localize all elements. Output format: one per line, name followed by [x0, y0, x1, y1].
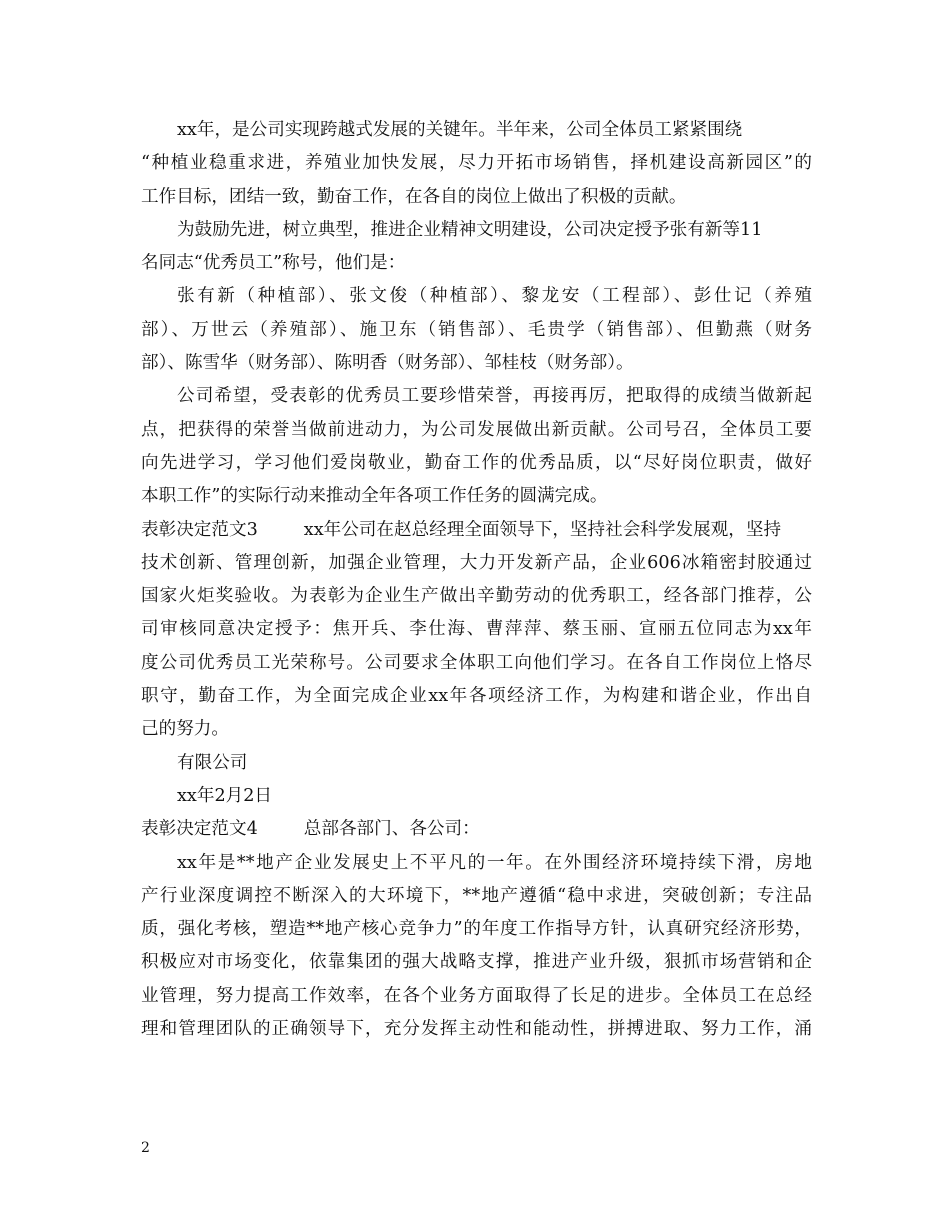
paragraph-line: 度公司优秀员工光荣称号。公司要求全体职工向他们学习。在各自工作岗位上恪尽 — [141, 652, 812, 673]
paragraph-line: 积极应对市场变化，依靠集团的强大战略支撑，推进产业升级，狠抓市场营销和企 — [141, 952, 812, 973]
paragraph-line: xx年，是公司实现跨越式发展的关键年。半年来，公司全体员工紧紧围绕 — [177, 120, 743, 140]
paragraph-line: 业管理，努力提高工作效率，在各个业务方面取得了长足的进步。全体员工在总经 — [141, 985, 812, 1006]
section-heading-fanwen4: 表彰决定范文4 — [141, 819, 258, 840]
paragraph-line: 向先进学习，学习他们爱岗敬业，勤奋工作的优秀品质，以“尽好岗位职责，做好 — [141, 452, 812, 473]
paragraph-line: 部）、陈雪华（财务部）、陈明香（财务部）、邹桂枝（财务部）。 — [141, 353, 634, 374]
paragraph-line: 为鼓励先进，树立典型，推进企业精神文明建设，公司决定授予张有新等11 — [177, 219, 763, 240]
paragraph-line: 本职工作”的实际行动来推动全年各项工作任务的圆满完成。 — [141, 486, 608, 507]
paragraph-line: 张有新（种植部）、张文俊（种植部）、黎龙安（工程部）、彭仕记（养殖 — [177, 286, 812, 307]
paragraph-line: 质，强化考核，塑造**地产核心竞争力”的年度工作指导方针，认真研究经济形势， — [141, 919, 812, 940]
section-heading-fanwen3: 表彰决定范文3 — [141, 519, 258, 540]
paragraph-line: “种植业稳重求进，养殖业加快发展，尽力开拓市场销售，择机建设高新园区”的 — [141, 153, 812, 174]
paragraph-line: 己的努力。 — [141, 719, 229, 740]
section-line-fanwen3 — [141, 514, 812, 547]
page-number: 2 — [141, 1140, 150, 1156]
section-line-fanwen4 — [141, 813, 812, 846]
paragraph-line: 司审核同意决定授予：焦开兵、李仕海、曹萍萍、蔡玉丽、宣丽五位同志为xx年 — [141, 619, 812, 640]
paragraph-line: 产行业深度调控不断深入的大环境下，**地产遵循“稳中求进，突破创新；专注品 — [141, 885, 812, 906]
paragraph-line: 工作目标，团结一致，勤奋工作，在各自的岗位上做出了积极的贡献。 — [141, 186, 687, 207]
paragraph-line: 技术创新、管理创新，加强企业管理，大力开发新产品，企业606冰箱密封胶通过 — [141, 552, 812, 573]
paragraph-line: xx年是**地产企业发展史上不平凡的一年。在外围经济环境持续下滑，房地 — [177, 852, 812, 873]
document-body — [141, 114, 812, 1046]
paragraph-line: 职守，勤奋工作，为全面完成企业xx年各项经济工作，为构建和谐企业，作出自 — [141, 686, 812, 707]
signature-company: 有限公司 — [177, 752, 248, 773]
paragraph-text: xx年公司在赵总经理全面领导下，坚持社会科学发展观，坚持 — [303, 519, 782, 540]
paragraph-line: 公司希望，受表彰的优秀员工要珍惜荣誉，再接再厉，把取得的成绩当做新起 — [177, 386, 812, 407]
paragraph-line: 点，把获得的荣誉当做前进动力，为公司发展做出新贡献。公司号召，全体员工要 — [141, 419, 812, 440]
paragraph-text: 总部各部门、各公司： — [303, 819, 480, 840]
paragraph-line: 名同志“优秀员工”称号，他们是： — [141, 253, 406, 274]
paragraph-line: 国家火炬奖验收。为表彰为企业生产做出辛勤劳动的优秀职工，经各部门推荐，公 — [141, 586, 812, 607]
signature-date: xx年2月2日 — [177, 785, 273, 806]
paragraph-line: 理和管理团队的正确领导下，充分发挥主动性和能动性，拼搏进取、努力工作，涌 — [141, 1019, 812, 1040]
paragraph-line: 部）、万世云（养殖部）、施卫东（销售部）、毛贵学（销售部）、但勤燕（财务 — [141, 319, 812, 340]
